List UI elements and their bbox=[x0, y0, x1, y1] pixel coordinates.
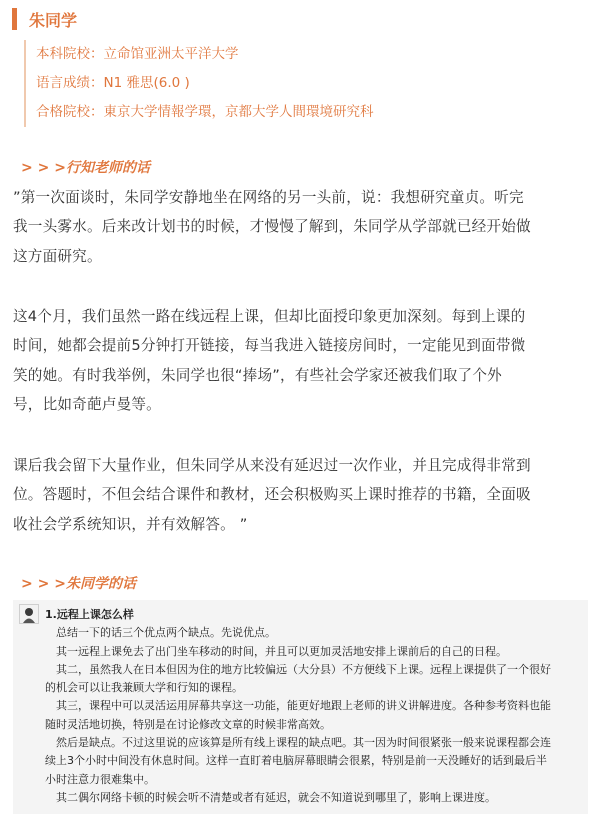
student-name-header bbox=[12, 6, 77, 32]
avatar-icon bbox=[20, 605, 38, 623]
avatar bbox=[19, 604, 39, 624]
paragraph-line: 这方面研究。 bbox=[13, 247, 102, 265]
paragraph-line: 位。答题时，不但会结合课件和教材，还会积极购买上课时推荐的书籍，全面吸 bbox=[13, 486, 531, 504]
screenshot-line: 其二偶尔网络卡顿的时候会听不清楚或者有延迟，就会不知道说到哪里了，影响上课进度。 bbox=[56, 790, 496, 804]
teacher-paragraph-1 bbox=[13, 183, 587, 271]
screenshot-line: 其一远程上课免去了出门坐车移动的时间，并且可以更加灵活地安排上课前后的自己的日程。 bbox=[56, 644, 507, 658]
student-name: 朱同学 bbox=[29, 10, 78, 30]
accent-bar bbox=[12, 8, 17, 30]
paragraph-line: ”第一次面谈时，朱同学安静地坐在网络的另一头前，说：我想研究童贞。听完 bbox=[13, 189, 524, 206]
paragraph-line: 号，比如奇葩卢曼等。 bbox=[13, 395, 161, 413]
chat-screenshot-panel bbox=[13, 600, 588, 814]
screenshot-line: 然后是缺点。不过这里说的应该算是所有线上课程的缺点吧。其一因为时间很紧张一般来说课程都会连 bbox=[56, 736, 551, 750]
language-scores: 语言成绩：N1 雅思(6.0 ) bbox=[36, 75, 190, 91]
undergrad-school: 本科院校：立命馆亚洲太平洋大学 bbox=[36, 46, 239, 62]
teacher-paragraph-3 bbox=[13, 451, 587, 539]
screenshot-line: 1.远程上课怎么样 bbox=[45, 608, 134, 621]
paragraph-line: 笑的她。有时我举例，朱同学也很“捧场”，有些社会学家还被我们取了个外 bbox=[13, 366, 502, 384]
screenshot-line: 的机会可以让我兼顾大学和行知的课程。 bbox=[45, 681, 243, 695]
screenshot-line: 总结一下的话三个优点两个缺点。先说优点。 bbox=[56, 626, 276, 640]
teacher-paragraph-2 bbox=[13, 302, 587, 419]
screenshot-line: 小时注意力很难集中。 bbox=[45, 772, 155, 786]
admitted-schools: 合格院校：東京大学情報学環，京都大学人間環境研究科 bbox=[36, 104, 374, 120]
screenshot-line: 随时灵活地切换，特别是在讨论修改文章的时候非常高效。 bbox=[45, 717, 331, 731]
paragraph-line: 时间，她都会提前5分钟打开链接，每当我进入链接房间时，一定能见到面带微 bbox=[13, 337, 526, 355]
paragraph-line: 我一头雾水。后来改计划书的时候，才慢慢了解到，朱同学从学部就已经开始做 bbox=[13, 218, 531, 236]
profile-info-block bbox=[24, 40, 456, 127]
paragraph-line: 这4个月，我们虽然一路在线远程上课，但却比面授印象更加深刻。每到上课的 bbox=[13, 308, 526, 325]
paragraph-line: 课后我会留下大量作业，但朱同学从来没有延迟过一次作业，并且完成得非常到 bbox=[13, 457, 531, 474]
paragraph-line: 收社会学系统知识，并有效解答。 ” bbox=[13, 515, 248, 533]
teacher-section-title: > > >行知老师的话 bbox=[21, 160, 150, 176]
screenshot-line: 其三，课程中可以灵活运用屏幕共享这一功能，能更好地跟上老师的讲义讲解进度。各种参考资料也能 bbox=[56, 699, 551, 713]
screenshot-line: 其二，虽然我人在日本但因为住的地方比较偏远（大分县）不方便线下上课。远程上课提供了一个很好 bbox=[56, 662, 551, 676]
screenshot-text bbox=[45, 606, 585, 807]
student-section-title: > > >朱同学的话 bbox=[21, 576, 136, 592]
screenshot-line: 续上3个小时中间没有休息时间。这样一直盯着电脑屏幕眼睛会很累，特别是前一天没睡好的话到最后半 bbox=[45, 754, 547, 768]
